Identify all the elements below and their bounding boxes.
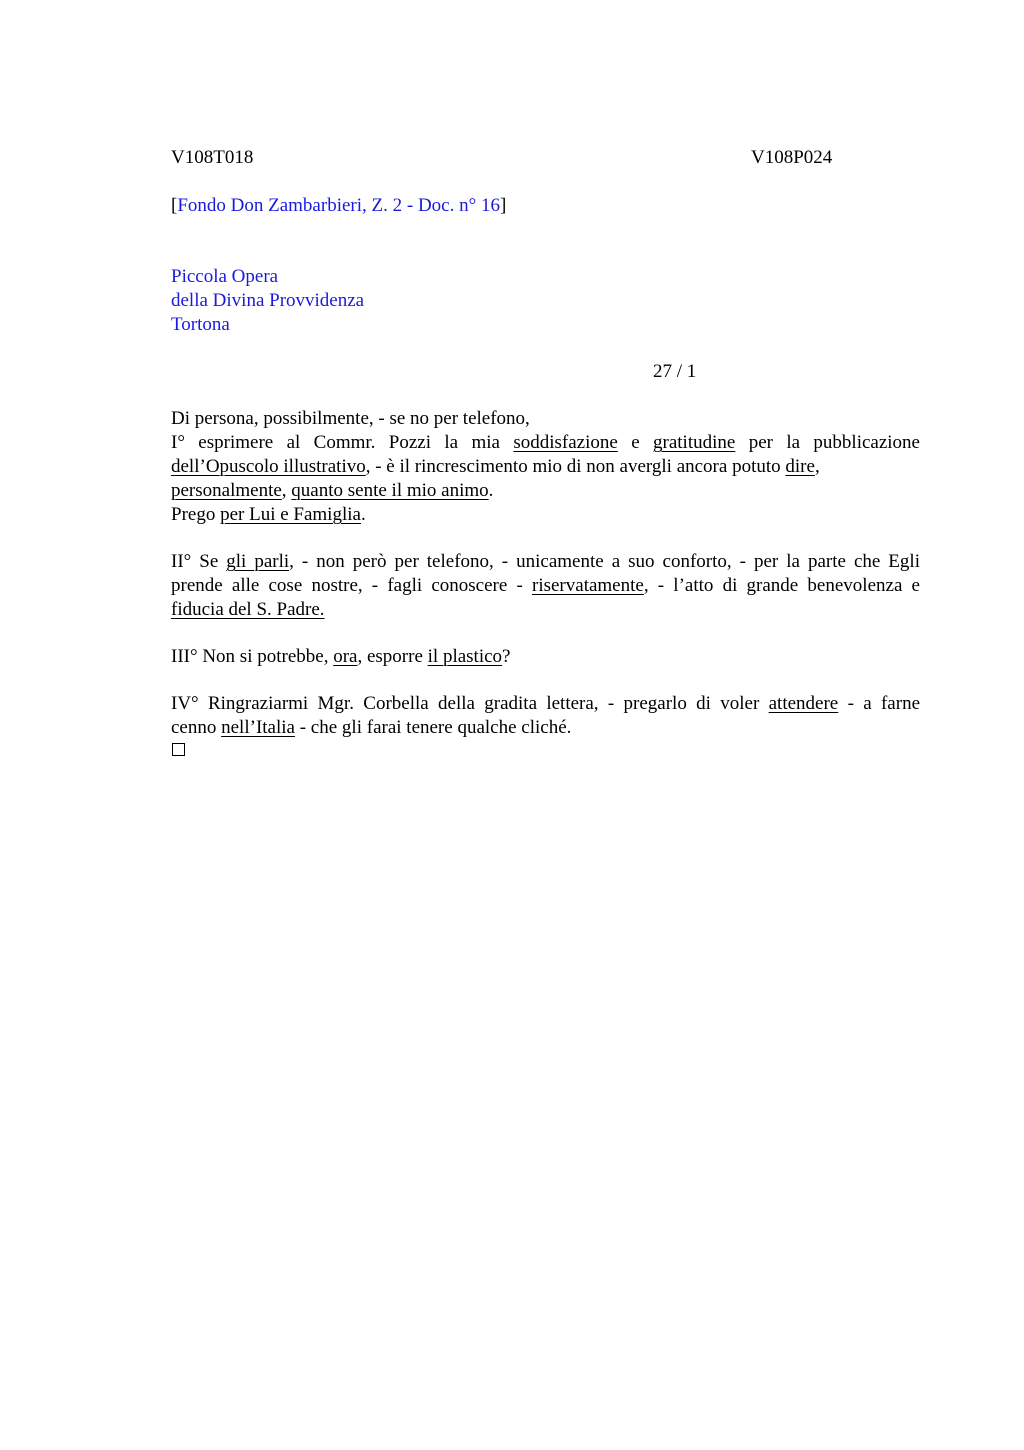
p3-line-1: III° Non si potrebbe, ora, esporre il plastico? <box>171 646 511 667</box>
letterhead-line-1: Piccola Opera <box>171 266 279 287</box>
underlined-gli-parli: gli parli <box>226 551 290 572</box>
p2-line-3 <box>171 598 920 622</box>
letterhead <box>171 265 364 337</box>
reference-text: Fondo Don Zambarbieri, Z. 2 - Doc. n° 16 <box>177 195 500 216</box>
underlined-italia: nell’Italia <box>221 717 295 738</box>
paragraph-2 <box>171 550 920 622</box>
p1-line-5: Prego per Lui e Famiglia. <box>171 504 366 525</box>
p1-line-1: Di persona, possibilmente, - se no per telefono, <box>171 408 530 429</box>
underlined-plastico: il plastico <box>427 646 503 667</box>
underlined-ora: ora <box>333 646 358 667</box>
paragraph-3 <box>171 645 920 669</box>
underlined-riservatamente: riservatamente <box>532 575 644 596</box>
p4-line-1: IV° Ringraziarmi Mgr. Corbella della gradita lettera, - pregarlo di voler attendere - a farne <box>171 693 920 714</box>
underlined-personalmente: personalmente <box>171 480 282 501</box>
underlined-famiglia: per Lui e Famiglia <box>220 504 361 525</box>
underlined-soddisfazione: soddisfazione <box>513 432 618 453</box>
page-number: 27 / 1 <box>653 361 697 382</box>
reference-open-bracket: [ <box>171 195 178 216</box>
underlined-dire: dire <box>785 456 815 477</box>
p1-line-4: personalmente, quanto sente il mio animo. <box>171 480 494 501</box>
p1-line-3: dell’Opuscolo illustrativo, - è il rincrescimento mio di non avergli ancora potuto dire, <box>171 456 820 477</box>
underlined-attendere: attendere <box>768 693 839 714</box>
underlined-opuscolo: dell’Opuscolo illustrativo <box>171 456 366 477</box>
letterhead-line-2: della Divina Provvidenza <box>171 290 365 311</box>
underlined-fiducia: fiducia del S. Padre. <box>171 599 325 620</box>
underlined-gratitudine: gratitudine <box>653 432 736 453</box>
p1-line-2: I° esprimere al Commr. Pozzi la mia soddisfazione e gratitudine per la pubblicazione <box>171 432 920 453</box>
letterhead-line-3: Tortona <box>171 314 230 335</box>
paragraph-1 <box>171 407 920 527</box>
reference-close-bracket: ] <box>499 195 507 216</box>
square-box-icon <box>172 743 185 756</box>
underlined-quanto-sente: quanto sente il mio animo <box>291 480 489 501</box>
paragraph-4 <box>171 692 920 740</box>
archive-code-left: V108T018 <box>171 147 254 168</box>
p2-line-2: prende alle cose nostre, - fagli conoscere - riservatamente, - l’atto di grande benevolenza e <box>171 575 920 596</box>
p2-line-1: II° Se gli parli, - non però per telefono, - unicamente a suo conforto, - per la parte che Egli <box>171 551 920 572</box>
archive-code-right: V108P024 <box>751 147 833 168</box>
archive-reference <box>171 194 506 218</box>
p4-line-2: cenno nell’Italia - che gli farai tenere qualche cliché. <box>171 717 572 738</box>
